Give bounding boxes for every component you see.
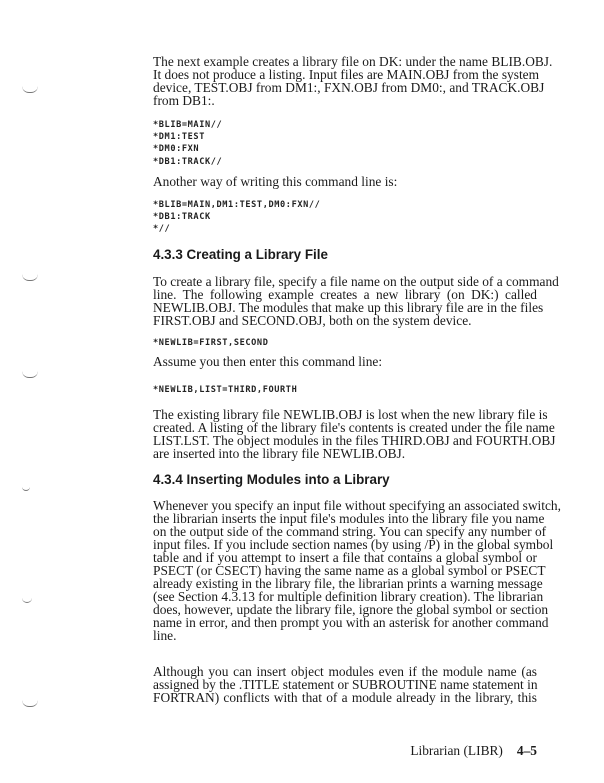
text-line: It does not produce a listing. Input files are MAIN.OBJ from the system (153, 67, 540, 82)
code-line: *DM1:TEST (153, 132, 205, 143)
section-heading: 4.3.3 Creating a Library File (153, 247, 328, 262)
scan-mark (22, 371, 38, 378)
text-line: FIRST.OBJ and SECOND.OBJ, both on the system device. (153, 313, 472, 328)
text-line: To create a library file, specify a file name on the output side of a command (153, 274, 559, 289)
text-line: on the output side of the command string. You can specify any number of (153, 524, 547, 539)
page-number: 4–5 (516, 743, 537, 758)
text-line: from DB1:. (153, 93, 215, 108)
code-line: *DM0:FXN (153, 144, 200, 155)
code-line: *// (153, 224, 171, 235)
text-line: created. A listing of the library file's contents is created under the file name (153, 420, 555, 435)
text-line: PSECT (or CSECT) having the same name as a global symbol or PSECT (153, 563, 546, 578)
scan-mark (22, 484, 30, 491)
footer-title: Librarian (LIBR) (410, 743, 503, 758)
text-line: are inserted into the library file NEWLIB.OBJ. (153, 446, 406, 461)
paragraph (153, 274, 559, 328)
text-line: the librarian inserts the input file's modules into the library file you name (153, 511, 545, 526)
paragraph (153, 355, 537, 368)
text-line: already existing in the library file, the librarian prints a warning message (153, 576, 543, 591)
text-line: line. (153, 628, 177, 643)
code-line: *DB1:TRACK (153, 212, 211, 223)
text-line: LIST.LST. The object modules in the files THIRD.OBJ and FOURTH.OBJ (153, 433, 556, 448)
text-line: Assume you then enter this command line: (153, 354, 383, 369)
paragraph (153, 407, 556, 461)
code-block (153, 199, 537, 236)
text-line: device, TEST.OBJ from DM1:, FXN.OBJ from DM0:, and TRACK.OBJ (153, 80, 545, 95)
scan-mark (22, 700, 38, 707)
paragraph (153, 175, 537, 188)
code-line: *NEWLIB,LIST=THIRD,FOURTH (153, 385, 298, 395)
code-line: *DB1:TRACK// (153, 156, 223, 167)
code-block (153, 119, 537, 168)
text-line: name in error, and then prompt you with an asterisk for another command (153, 615, 549, 630)
section-heading: 4.3.4 Inserting Modules into a Library (153, 472, 390, 487)
text-line: Although you can insert object modules even if the module name (as (153, 664, 537, 679)
text-line: Whenever you specify an input file without specifying an associated switch, (153, 498, 561, 513)
text-line: Another way of writing this command line is: (153, 174, 398, 189)
text-line: FORTRAN) conflicts with that of a module already in the library, this (153, 690, 537, 705)
text-line: line. The following example creates a new library (on DK:) called (153, 287, 537, 302)
text-line: NEWLIB.OBJ. The modules that make up this library file are in the files (153, 300, 544, 315)
text-line: assigned by the .TITLE statement or SUBROUTINE name statement in (153, 677, 538, 692)
text-line: table and if you attempt to insert a file that contains a global symbol or (153, 550, 537, 565)
scan-mark (22, 86, 38, 93)
scan-mark (22, 596, 32, 603)
code-line: *BLIB=MAIN,DM1:TEST,DM0:FXN// (153, 200, 321, 210)
text-line: (see Section 4.3.13 for multiple definition library creation). The librarian (153, 589, 544, 604)
text-line: input files. If you include section names (by using /P) in the global symbol (153, 537, 554, 552)
text-line: The existing library file NEWLIB.OBJ is lost when the new library file is (153, 407, 548, 422)
paragraph (153, 498, 561, 643)
paragraph (153, 54, 553, 108)
text-line: The next example creates a library file on DK: under the name BLIB.OBJ. (153, 54, 553, 69)
code-line: *BLIB=MAIN// (153, 120, 223, 130)
text-line: does, however, update the library file, ignore the global symbol or section (153, 602, 549, 617)
paragraph (153, 665, 537, 704)
code-line: *NEWLIB=FIRST,SECOND (153, 338, 269, 348)
page-footer (410, 743, 537, 759)
scan-mark (22, 274, 38, 281)
